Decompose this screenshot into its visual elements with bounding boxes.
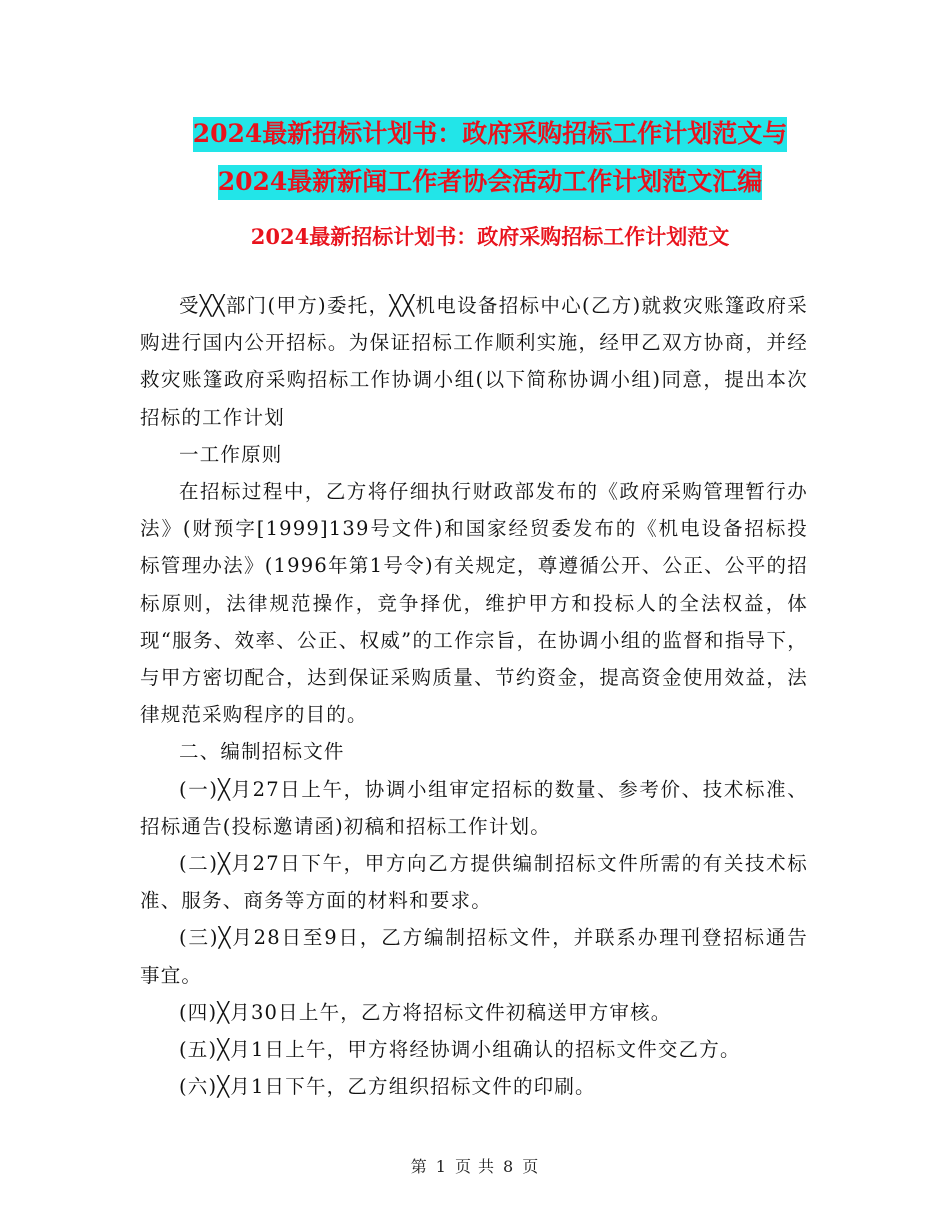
list-item: (一)╳月27日上午，协调小组审定招标的数量、参考价、技术标准、招标通告(投标邀请函)初稿和招标工作计划。 [140,777,808,838]
title-line-2: 2024最新新闻工作者协会活动工作计划范文汇编 [218,165,763,200]
paragraph-principles: 在招标过程中，乙方将仔细执行财政部发布的《政府采购管理暂行办法》(财预字[1999]139号文件)和国家经贸委发布的《机电设备招标投标管理办法》(1996年第1号令)有关规定，尊遵循公开、公正、公平的招标原则，法律规范操作，竞争择优，维护甲方和投标人的全法权益，体现“服务、效率、公正、权威”的工作宗旨，在协调小组的监督和指导下，与甲方密切配合，达到保证采购质量、节约资金，提高资金使用效益，法律规范采购程序的目的。 [140,480,808,727]
title-line-1: 2024最新招标计划书：政府采购招标工作计划范文与 [193,117,788,152]
section-subtitle: 2024最新招标计划书：政府采购招标工作计划范文 [250,224,730,249]
list-item: (三)╳月28日至9日，乙方编制招标文件，并联系办理刊登招标通告事宜。 [140,926,808,987]
total-pages: 8 [503,1157,515,1176]
footer-mid: 页 共 [454,1157,496,1176]
page-number: 1 [435,1157,447,1176]
list-item: (五)╳月1日上午，甲方将经协调小组确认的招标文件交乙方。 [179,1038,741,1062]
list-item: (二)╳月27日下午，甲方向乙方提供编制招标文件所需的有关技术标准、服务、商务等方面的材料和要求。 [140,852,808,913]
document-body [140,287,808,1105]
page-footer [0,1154,950,1177]
paragraph-intro: 受╳╳部门(甲方)委托，╳╳机电设备招标中心(乙方)就救灾账篷政府采购进行国内公开招标。为保证招标工作顺利实施，经甲乙双方协商，并经救灾账篷政府采购招标工作协调小组(以下简称协调小组)同意，提出本次招标的工作计划 [140,294,808,429]
footer-suffix: 页 [522,1157,540,1176]
heading-work-principles: 一工作原则 [179,442,283,466]
heading-prepare-documents: 二、编制招标文件 [179,740,345,764]
list-item: (四)╳月30日上午，乙方将招标文件初稿送甲方审核。 [179,1000,672,1024]
footer-prefix: 第 [410,1157,428,1176]
document-title [140,110,840,206]
list-item: (六)╳月1日下午，乙方组织招标文件的印刷。 [179,1075,596,1099]
